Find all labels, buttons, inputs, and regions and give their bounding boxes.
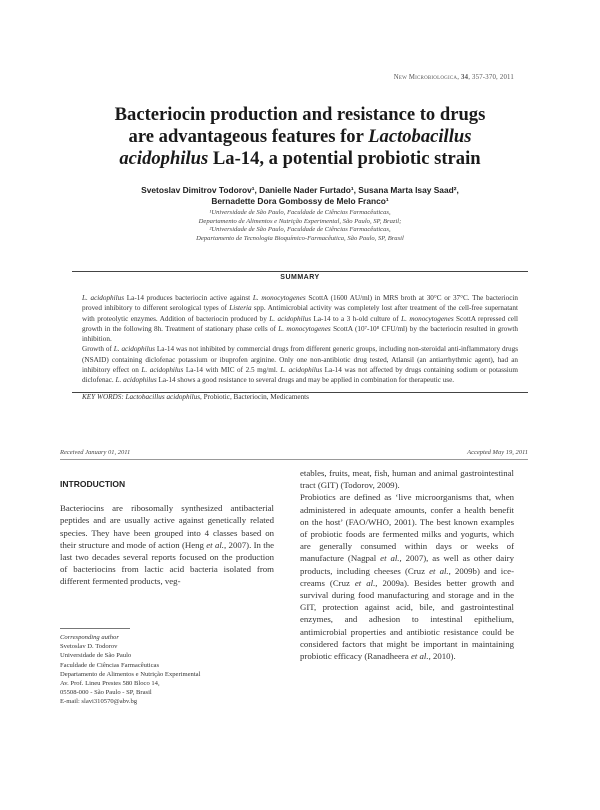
left-column <box>60 478 274 588</box>
correspondence-line: Faculdade de Ciências Farmacêuticas <box>60 661 160 669</box>
divider <box>60 459 528 460</box>
journal-volume: 34 <box>461 74 469 81</box>
right-column <box>300 467 514 662</box>
correspondence-email: E-mail: slavi310570@abv.bg <box>60 698 138 706</box>
authors-line-2: Bernadette Dora Gombossy de Melo Franco¹ <box>211 196 389 206</box>
intro-paragraph-2: Probiotics are defined as ‘live microorganisms that, when administered in adequate amounts, confer a health benefit on the host’ (FAO/WHO, 2001). The best known examples of probiotic foods are fermented milks and yogurts, which are generally consumed within days or weeks of manufacture (Nagpal et al., 2007), as well as other dairy products, including cheeses (Cruz et al., 2009b) and ice-creams (Cruz et al., 2009a). Besides better growth and survival during food manufacturing and storage and in the GIT, protection against acid, bile, and gastrointestinal enzymes, and adhesion to intestinal epithelium, antimicrobial properties and antibiotic resistance could be considered factors that might be important in maintaining probiotic efficacy (Ranadheera et al., 2010). <box>300 492 515 662</box>
author-list <box>60 185 540 207</box>
running-header: New Microbiologica, 34, 357-370, 2011 <box>393 74 514 81</box>
title-line-1: Bacteriocin production and resistance to drugs <box>114 104 486 125</box>
title-text: La-14, a potential probiotic strain <box>208 148 481 169</box>
received-date: Received January 01, 2011 <box>60 449 131 456</box>
journal-pages-year: , 357-370, 2011 <box>468 74 514 81</box>
correspondence-block <box>60 628 280 707</box>
affiliation-line: ²Universidade de São Paulo, Faculdade de Ciências Farmacêuticas, <box>209 226 391 234</box>
summary-heading-text: SUMMARY <box>274 274 325 281</box>
affiliation-line: ¹Universidade de São Paulo, Faculdade de Ciências Farmacêuticas, <box>209 209 391 216</box>
keywords: KEY WORDS: Lactobacillus acidophilus, Probiotic, Bacteriocin, Medicaments <box>82 392 309 401</box>
summary-box <box>72 271 528 401</box>
correspondence-line: Departamento de Alimentos e Nutrição Experimental <box>60 670 201 678</box>
summary-paragraph-1: L. acidophilus La-14 produces bacteriocin active against L. monocytogenes ScottA (1600 AU/ml) in MRS broth at 30°C or 37°C. The bacteriocin proved inhibitory to different serological types of Listeria spp. Antimicrobial activity was completely lost after treatment of the cell-free supernatant with proteolytic enzymes. Addition of bacteriocin produced by L. acidophilus La-14 to a 3 h-old culture of L. monocytogenes ScottA repressed cell growth in the following 8h. Treatment of stationary phase cells of L. monocytogenes ScottA (10⁷-10⁸ CFU/ml) by the bacteriocin resulted in growth inhibition. <box>82 294 518 344</box>
correspondence-line: Svetoslav D. Todorov <box>60 643 118 651</box>
correspondence-line: Universidade de São Paulo <box>60 652 132 660</box>
correspondence-line: Av. Prof. Lineu Prestes 580 Bloco 14, <box>60 680 160 688</box>
accepted-date: Accepted May 19, 2011 <box>467 449 528 456</box>
intro-paragraph-continued: etables, fruits, meat, fish, human and animal gastrointestinal tract (GIT) (Todorov, 2009). <box>300 468 514 491</box>
affiliation-line: Departamento de Alimentos e Nutrição Experimental, São Paulo, SP, Brazil; <box>198 217 402 225</box>
intro-paragraph-1: Bacteriocins are ribosomally synthesized antibacterial peptides and are usually active against genetically related species. They have been grouped into 4 classes based on their structure and mode of action (Heng et al., 2007). In the last two decades several reports focused on the production of bacteriocins from lactic acid bacteria isolated from different fermented products, veg- <box>60 503 275 587</box>
journal-name: New Microbiologica <box>393 74 458 81</box>
title-species: acidophilus <box>119 148 209 169</box>
summary-heading <box>72 266 528 284</box>
affiliations <box>60 209 540 243</box>
correspondence-line: 05508-000 - São Paulo - SP, Brasil <box>60 689 152 697</box>
title-line-3 <box>60 148 540 170</box>
title-line-2 <box>60 126 540 148</box>
article-dates <box>60 449 528 456</box>
title-text: are advantageous features for <box>128 126 369 147</box>
summary-body <box>82 293 518 402</box>
summary-paragraph-2: Growth of L. acidophilus La-14 was not inhibited by commercial drugs from different generic groups, including non-steroidal anti-inflammatory drugs (NSAID) containing diclofenac potassium or ibuprofen arginine. Only one non-antibiotic drug tested, Atlansil (an antiarrhythmic agent), had an inhibitory effect on L. acidophilus La-14 with MIC of 2.5 mg/ml. L. acidophilus La-14 was not affected by drugs containing sodium or potassium diclofenac. L. acidophilus La-14 shows a good resistance to several drugs and may be applied in combination for therapeutic use. <box>82 345 518 385</box>
title-species: Lactobacillus <box>368 126 472 147</box>
section-heading-introduction: INTRODUCTION <box>60 479 126 489</box>
footnote-rule <box>60 628 130 629</box>
affiliation-line: Departamento de Tecnologia Bioquímico-Farmacêutica, São Paulo, SP, Brasil <box>196 234 404 242</box>
authors-line-1: Svetoslav Dimitrov Todorov¹, Danielle Nader Furtado¹, Susana Marta Isay Saad², <box>141 185 459 195</box>
corresponding-author-label: Corresponding author <box>60 634 119 641</box>
paper-title <box>60 104 540 170</box>
